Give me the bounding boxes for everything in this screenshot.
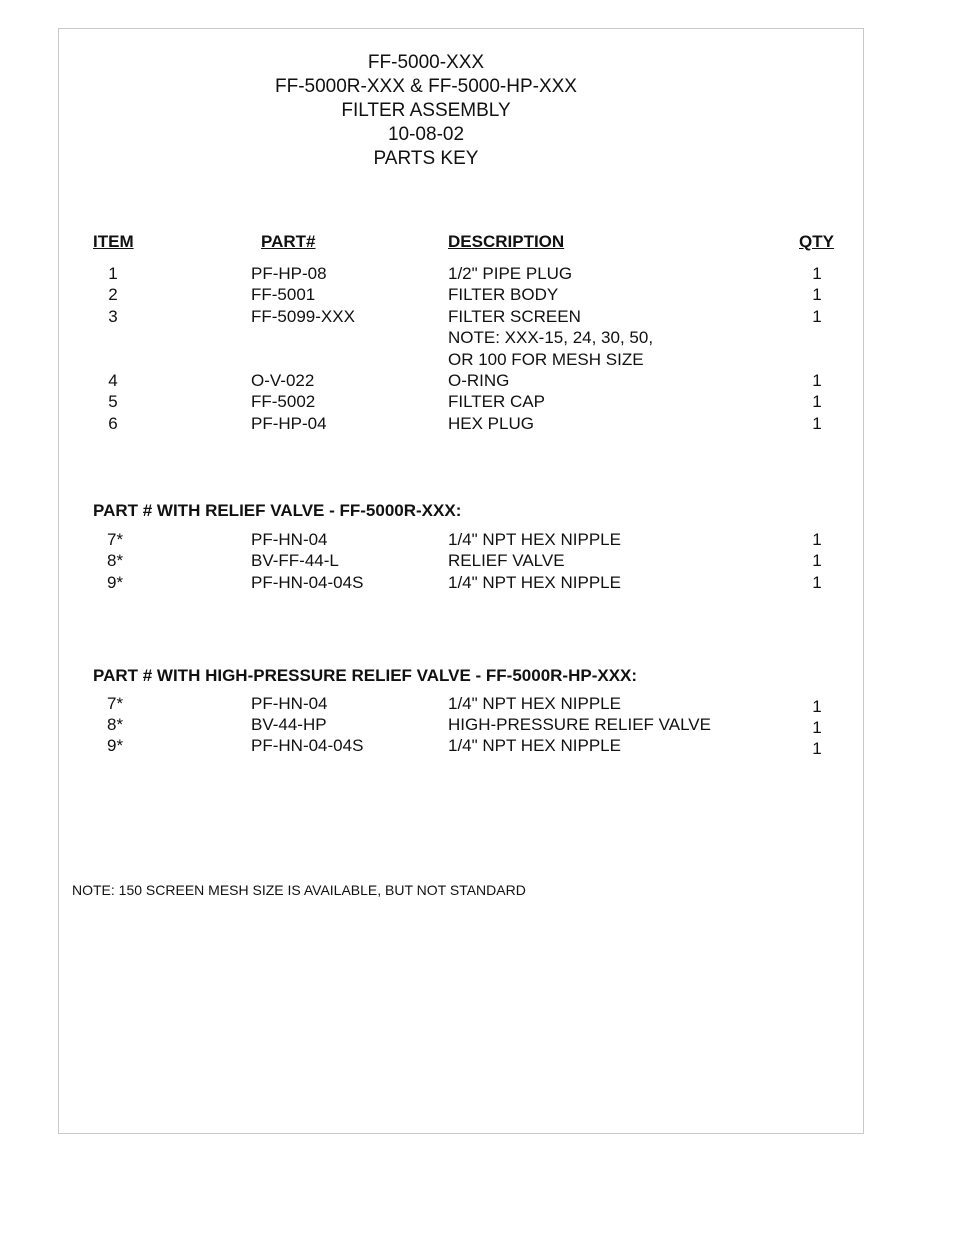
table-row bbox=[59, 391, 865, 413]
part-description: 1/4" NPT HEX NIPPLE bbox=[448, 694, 621, 713]
part-qty: 1 bbox=[812, 530, 822, 549]
part-description: O-RING bbox=[448, 371, 510, 390]
title-block bbox=[59, 51, 793, 171]
part-description: 1/4" NPT HEX NIPPLE bbox=[448, 530, 621, 549]
part-number: O-V-022 bbox=[251, 371, 315, 390]
item-number: 8* bbox=[107, 551, 124, 570]
table-row bbox=[59, 572, 865, 594]
table-row bbox=[59, 370, 865, 392]
part-number: FF-5001 bbox=[251, 285, 316, 304]
table-row bbox=[59, 284, 865, 306]
header-item: ITEM bbox=[93, 232, 134, 251]
item-number: 4 bbox=[108, 371, 118, 390]
part-qty: 1 bbox=[812, 392, 822, 411]
part-number: BV-FF-44-L bbox=[251, 551, 339, 570]
table-row-note bbox=[59, 349, 865, 371]
model-number: FF-5000-XXX bbox=[367, 52, 485, 73]
part-description: HEX PLUG bbox=[448, 414, 534, 433]
table-row bbox=[59, 263, 865, 285]
part-qty: 1 bbox=[812, 697, 822, 716]
item-number: 6 bbox=[108, 414, 118, 433]
assembly-name: FILTER ASSEMBLY bbox=[341, 100, 511, 121]
document-page bbox=[58, 28, 864, 1134]
relief-section-title: PART # WITH RELIEF VALVE - FF-5000R-XXX: bbox=[93, 501, 462, 520]
model-variants: FF-5000R-XXX & FF-5000-HP-XXX bbox=[275, 76, 577, 97]
part-description: RELIEF VALVE bbox=[448, 551, 565, 570]
part-qty: 1 bbox=[812, 414, 822, 433]
part-number: BV-44-HP bbox=[251, 715, 327, 734]
header-qty: QTY bbox=[799, 232, 834, 251]
mesh-size-note: NOTE: 150 SCREEN MESH SIZE IS AVAILABLE, BUT NOT STANDARD bbox=[72, 882, 526, 898]
part-qty: 1 bbox=[812, 551, 822, 570]
header-description: DESCRIPTION bbox=[448, 232, 565, 251]
table-row bbox=[59, 714, 865, 736]
part-description-note: NOTE: XXX-15, 24, 30, 50, bbox=[448, 328, 654, 347]
item-number: 3 bbox=[108, 307, 118, 326]
document-title: PARTS KEY bbox=[373, 148, 479, 169]
part-number: FF-5099-XXX bbox=[251, 307, 355, 326]
item-number: 8* bbox=[107, 715, 124, 734]
part-description: HIGH-PRESSURE RELIEF VALVE bbox=[448, 715, 711, 734]
item-number: 5 bbox=[108, 392, 118, 411]
document-date: 10-08-02 bbox=[387, 124, 465, 145]
hp-section-title: PART # WITH HIGH-PRESSURE RELIEF VALVE - FF-5000R-HP-XXX: bbox=[93, 666, 638, 685]
part-number: PF-HP-08 bbox=[251, 264, 327, 283]
part-qty: 1 bbox=[812, 264, 822, 283]
part-number: PF-HN-04-04S bbox=[251, 736, 364, 755]
part-description: 1/2" PIPE PLUG bbox=[448, 264, 573, 283]
part-qty: 1 bbox=[812, 371, 822, 390]
table-row-note bbox=[59, 327, 865, 349]
table-row bbox=[59, 306, 865, 328]
item-number: 2 bbox=[108, 285, 118, 304]
part-number: FF-5002 bbox=[251, 392, 316, 411]
part-description: 1/4" NPT HEX NIPPLE bbox=[448, 573, 621, 592]
column-header-row bbox=[59, 231, 865, 253]
part-qty: 1 bbox=[812, 718, 822, 737]
table-row bbox=[59, 413, 865, 435]
table-row bbox=[59, 550, 865, 572]
part-qty: 1 bbox=[812, 739, 822, 758]
part-description: FILTER BODY bbox=[448, 285, 559, 304]
item-number: 9* bbox=[107, 736, 124, 755]
item-number: 7* bbox=[107, 694, 124, 713]
part-qty: 1 bbox=[812, 573, 822, 592]
part-description: FILTER SCREEN bbox=[448, 307, 581, 326]
part-qty: 1 bbox=[812, 307, 822, 326]
table-row bbox=[59, 693, 865, 715]
table-row bbox=[59, 529, 865, 551]
table-row bbox=[59, 735, 865, 757]
part-number: PF-HN-04-04S bbox=[251, 573, 364, 592]
part-description: FILTER CAP bbox=[448, 392, 545, 411]
part-qty: 1 bbox=[812, 285, 822, 304]
part-number: PF-HN-04 bbox=[251, 530, 328, 549]
item-number: 7* bbox=[107, 530, 124, 549]
part-number: PF-HN-04 bbox=[251, 694, 328, 713]
part-number: PF-HP-04 bbox=[251, 414, 327, 433]
item-number: 9* bbox=[107, 573, 124, 592]
header-part: PART# bbox=[261, 232, 316, 251]
part-description: 1/4" NPT HEX NIPPLE bbox=[448, 736, 621, 755]
item-number: 1 bbox=[108, 264, 118, 283]
part-description-note: OR 100 FOR MESH SIZE bbox=[448, 350, 644, 369]
